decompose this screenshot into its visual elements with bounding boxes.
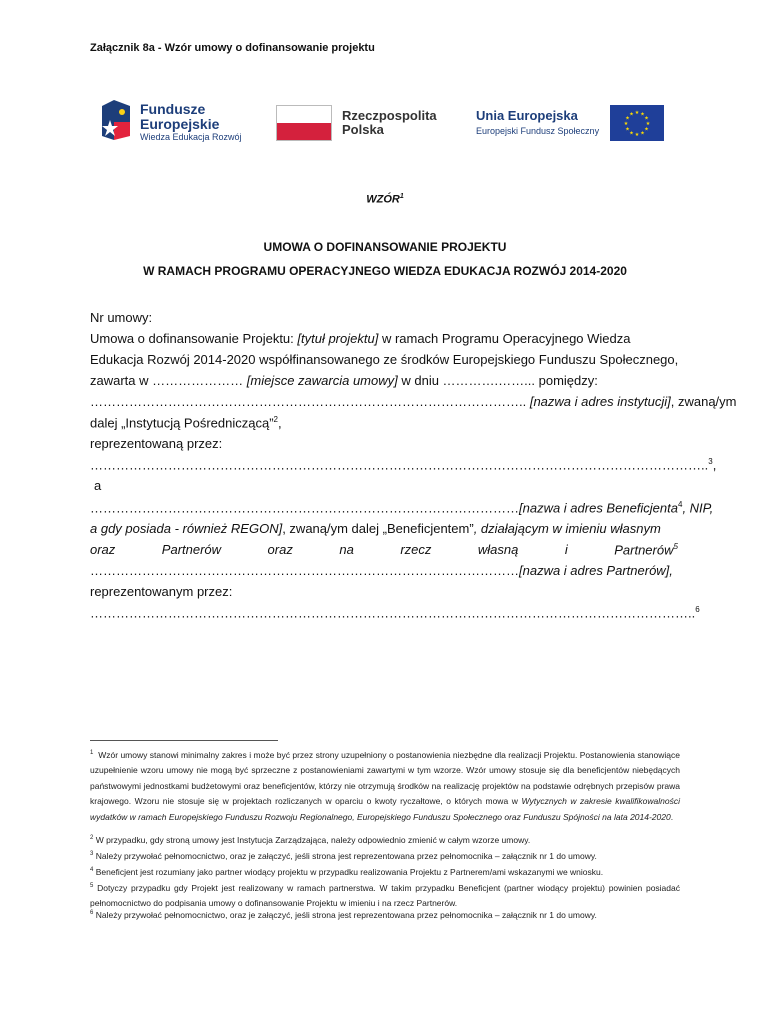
header-note: Załącznik 8a - Wzór umowy o dofinansowanie projektu xyxy=(90,42,375,54)
footnote: $^5$ Dotyczy przypadku gdy Projekt jest realizowany w ramach partnerstwa. W takim przypadku Beneficjent (partner wiodący projektu) powinien posiadać pełnomocnictwo do podpisania umowy o dofinansowanie Projektu w imieniu i na rzecz Partnerów. xyxy=(90,882,680,909)
eu-star-icon: ★ xyxy=(644,115,649,122)
eu-star-icon: ★ xyxy=(625,126,630,133)
footnote-separator xyxy=(90,740,278,741)
footnote-ref: 2 xyxy=(273,415,278,424)
fe-line1: Fundusze xyxy=(140,101,206,117)
eu-star-icon: ★ xyxy=(634,109,640,116)
footnote-ref: 5 xyxy=(673,542,678,551)
signature-dots-line: ……………………………………………………………………………………………………………………………..$^3$, xyxy=(90,457,717,473)
partners-line: ………………………………………………………………………………………[nazwa i adres Partnerów], xyxy=(90,563,673,578)
document-label: WZÓR$^1$ xyxy=(366,193,404,206)
eu-star-icon: ★ xyxy=(640,111,645,118)
eu-star-icon: ★ xyxy=(623,120,629,127)
footnote: $^2$ W przypadku, gdy stroną umowy jest Instytucja Zarządzająca, należy odpowiednio zmienić w całym wzorze umowy. xyxy=(90,834,531,845)
paragraph-line: dalej „Instytucją Pośredniczącą”$^2$, xyxy=(90,415,282,431)
footnote: $^6$ Należy przywołać pełnomocnictwo, oraz je załączyć, jeśli strona jest reprezentowana przez pełnomocnika – załącznik nr 1 do umowy. xyxy=(90,909,597,920)
footnote-ref: 3 xyxy=(708,457,713,466)
eu-flag-icon xyxy=(610,105,664,141)
paragraph-line: a xyxy=(94,478,102,493)
beneficiary-line: ………………………………………………………………………………………[nazwa i adres Beneficjenta$^4$, NIP, xyxy=(90,500,714,516)
logo-fundusze-europejskie xyxy=(100,96,260,146)
fe-line3: Wiedza Edukacja Rozwój xyxy=(140,132,242,143)
contract-number-label: Nr umowy: xyxy=(90,310,153,325)
eu-star-icon: ★ xyxy=(629,130,634,137)
paragraph-line: Edukacja Rozwój 2014-2020 współfinansowanego ze środków Europejskiego Funduszu Społecznego, xyxy=(90,352,679,367)
eu-star-icon: ★ xyxy=(629,111,634,118)
ue-line2: Europejski Fundusz Społeczny xyxy=(476,126,600,136)
footnote-ref: 1 xyxy=(399,193,404,200)
paragraph-line-justified: oraz Partnerów oraz na rzecz własną i Partnerów$^5$ xyxy=(90,542,678,558)
eu-star-icon: ★ xyxy=(644,126,649,133)
logo-unia-europejska xyxy=(476,105,666,145)
fe-line2: Europejskie xyxy=(140,115,220,132)
polish-flag-icon xyxy=(276,105,332,141)
representation-label: reprezentowanym przez: xyxy=(90,584,233,599)
eu-star-icon: ★ xyxy=(634,131,640,138)
footnote-ref: 4 xyxy=(677,500,683,509)
eu-star-icon: ★ xyxy=(640,130,645,137)
paragraph-line: Umowa o dofinansowanie Projektu: [tytuł projektu] w ramach Programu Operacyjnego Wiedza xyxy=(90,331,631,346)
institution-line: ……………………………………………………………………………………….. [nazwa i adres instytucji], zwaną/ym xyxy=(90,394,737,409)
paragraph-line: a gdy posiada - również REGON], zwaną/ym dalej „Beneficjentem”, działającym w imieniu własnym xyxy=(90,521,661,536)
signature-dots-line: …………………………………………………………………………………………………………………………..$^6$ xyxy=(90,605,700,621)
paragraph-line: zawarta w ………………… [miejsce zawarcia umowy] w dniu ………….……... pomiędzy: xyxy=(90,373,598,388)
document-subtitle: W RAMACH PROGRAMU OPERACYJNEGO WIEDZA EDUKACJA ROZWÓJ 2014-2020 xyxy=(143,264,627,278)
document-title: UMOWA O DOFINANSOWANIE PROJEKTU xyxy=(263,240,507,254)
representation-label: reprezentowaną przez: xyxy=(90,436,223,451)
footnote: $^3$ Należy przywołać pełnomocnictwo, oraz je załączyć, jeśli strona jest reprezentowana przez pełnomocnika – załącznik nr 1 do umowy. xyxy=(90,850,597,861)
footnote: $^1$ Wzór umowy stanowi minimalny zakres i może być przez strony uzupełniony o postanowienia niezbędne dla realizacji Projektu. Postanowienia stanowiące uzupełnienie wzoru umowy nie mogą być sprzeczne z postanowieniami zawartymi w tym wzorze. Wzór umowy stosuje się dla beneficjentów niebędących państwowymi jednostkami budżetowymi oraz beneficjentów, którzy nie otrzymują środków na realizację projektów na podstawie odrębnych przepisów prawa krajowego. Wzoru nie stosuje się w projektach rozliczanych w oparciu o kwoty ryczałtowe, o których mowa w Wytycznych w zakresie kwalifikowalności wydatków w ramach Europejskiego Funduszu Rozwoju Regionalnego, Europejskiego Funduszu Społecznego oraz Funduszu Spójności na lata 2014-2020. xyxy=(90,749,680,822)
eu-star-icon: ★ xyxy=(645,120,651,127)
eu-star-icon: ★ xyxy=(625,115,630,122)
footnote-ref: 6 xyxy=(695,605,700,614)
rp-line1: Rzeczpospolita xyxy=(342,108,437,123)
rp-line2: Polska xyxy=(342,121,384,137)
footnote: $^4$ Beneficjent jest rozumiany jako partner wiodący projektu w przypadku realizowania Projektu z Partnerem/ami wskazanymi we wniosku. xyxy=(90,866,604,877)
logo-rzeczpospolita-polska xyxy=(276,105,456,145)
fundusze-star-icon xyxy=(100,96,134,144)
ue-line1: Unia Europejska xyxy=(476,108,578,123)
